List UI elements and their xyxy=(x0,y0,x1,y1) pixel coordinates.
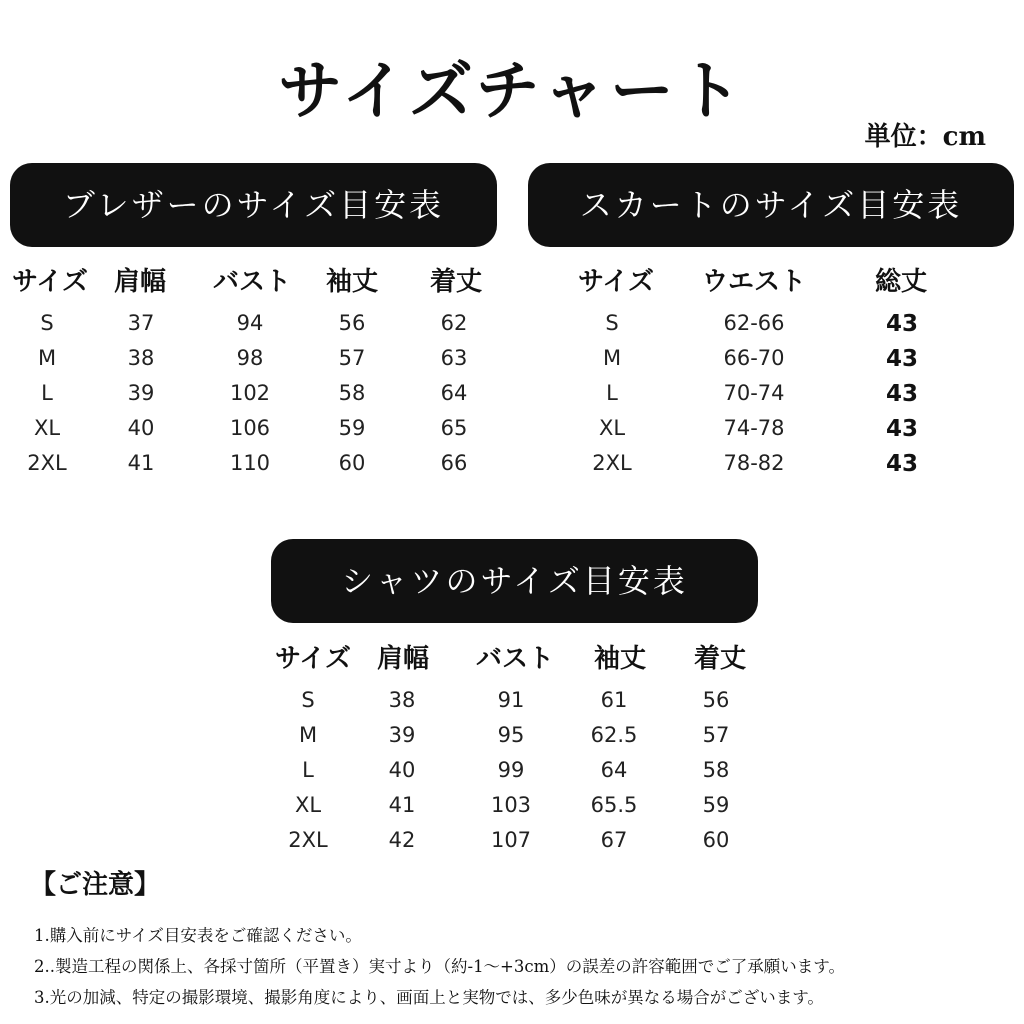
notes-title: 【ご注意】 xyxy=(30,870,161,900)
value-cell: 70-74 xyxy=(723,381,785,405)
table-header-row xyxy=(0,638,1024,682)
header-shoulder: 肩幅 xyxy=(113,267,167,297)
header-length: 着丈 xyxy=(693,644,747,674)
table-row xyxy=(0,305,1024,340)
value-cell: 59 xyxy=(338,416,366,440)
header-bust: バスト xyxy=(475,644,555,674)
header-size: サイズ xyxy=(12,267,88,297)
header-sleeve: 袖丈 xyxy=(593,644,647,674)
size-cell: XL xyxy=(598,416,626,440)
value-cell: 107 xyxy=(490,828,532,852)
value-cell: 74-78 xyxy=(723,416,785,440)
table-row xyxy=(0,340,1024,375)
value-cell: 63 xyxy=(440,346,468,370)
value-cell: 40 xyxy=(388,758,416,782)
size-cell: S xyxy=(301,688,315,712)
value-cell: 56 xyxy=(338,311,366,335)
table-row xyxy=(0,445,1024,480)
value-cell: 67 xyxy=(600,828,628,852)
header-waist: ウエスト xyxy=(701,267,807,297)
table-row xyxy=(0,752,1024,787)
table-row xyxy=(0,787,1024,822)
size-cell: M xyxy=(298,723,318,747)
header-shoulder: 肩幅 xyxy=(376,644,430,674)
skirt-banner: スカートのサイズ目安表 xyxy=(528,163,1014,247)
value-cell: 110 xyxy=(229,451,271,475)
value-cell: 65 xyxy=(440,416,468,440)
note-item: 1.購入前にサイズ目安表をご確認ください。 xyxy=(34,926,362,945)
value-cell: 61 xyxy=(600,688,628,712)
value-cell: 62 xyxy=(440,311,468,335)
shirt-banner: シャツのサイズ目安表 xyxy=(271,539,758,623)
value-cell: 60 xyxy=(338,451,366,475)
value-cell: 43 xyxy=(885,416,919,442)
note-item: 3.光の加減、特定の撮影環境、撮影角度により、画面上と実物では、多少色味が異なる場合がございます。 xyxy=(34,988,824,1007)
value-cell: 64 xyxy=(440,381,468,405)
shirt-size-table xyxy=(0,638,1024,857)
table-row xyxy=(0,682,1024,717)
note-item: 2..製造工程の関係上、各採寸箇所（平置き）実寸より（約-1～+3cm）の誤差の許容範囲でご了承願います。 xyxy=(34,957,845,976)
value-cell: 65.5 xyxy=(590,793,638,817)
table-row xyxy=(0,410,1024,445)
value-cell: 39 xyxy=(388,723,416,747)
value-cell: 102 xyxy=(229,381,271,405)
header-length: 着丈 xyxy=(429,267,483,297)
value-cell: 41 xyxy=(388,793,416,817)
value-cell: 43 xyxy=(885,381,919,407)
value-cell: 43 xyxy=(885,311,919,337)
header-bust: バスト xyxy=(212,267,292,297)
header-size: サイズ xyxy=(578,267,654,297)
value-cell: 57 xyxy=(338,346,366,370)
table-header-row xyxy=(0,261,1024,305)
size-cell: S xyxy=(605,311,619,335)
value-cell: 39 xyxy=(127,381,155,405)
value-cell: 64 xyxy=(600,758,628,782)
size-cell: L xyxy=(41,381,53,405)
value-cell: 62-66 xyxy=(723,311,785,335)
value-cell: 42 xyxy=(388,828,416,852)
size-cell: M xyxy=(37,346,57,370)
size-cell: L xyxy=(606,381,618,405)
size-cell: 2XL xyxy=(27,451,67,475)
value-cell: 62.5 xyxy=(590,723,638,747)
value-cell: 57 xyxy=(702,723,730,747)
value-cell: 38 xyxy=(388,688,416,712)
size-cell: S xyxy=(40,311,54,335)
value-cell: 103 xyxy=(490,793,532,817)
size-cell: XL xyxy=(33,416,61,440)
header-total-length: 総丈 xyxy=(874,267,928,297)
value-cell: 41 xyxy=(127,451,155,475)
size-cell: XL xyxy=(294,793,322,817)
value-cell: 66-70 xyxy=(723,346,785,370)
value-cell: 95 xyxy=(497,723,525,747)
table-row xyxy=(0,375,1024,410)
value-cell: 58 xyxy=(702,758,730,782)
value-cell: 98 xyxy=(236,346,264,370)
blazer-banner: ブレザーのサイズ目安表 xyxy=(10,163,497,247)
page-title: サイズチャート xyxy=(278,54,746,129)
unit-label: 単位：cm xyxy=(864,122,986,152)
size-cell: L xyxy=(302,758,314,782)
value-cell: 78-82 xyxy=(723,451,785,475)
value-cell: 38 xyxy=(127,346,155,370)
table-row xyxy=(0,717,1024,752)
value-cell: 60 xyxy=(702,828,730,852)
skirt-size-table xyxy=(0,261,1024,480)
header-size: サイズ xyxy=(275,644,351,674)
value-cell: 58 xyxy=(338,381,366,405)
value-cell: 59 xyxy=(702,793,730,817)
value-cell: 106 xyxy=(229,416,271,440)
header-sleeve: 袖丈 xyxy=(325,267,379,297)
table-row xyxy=(0,822,1024,857)
value-cell: 43 xyxy=(885,451,919,477)
value-cell: 43 xyxy=(885,346,919,372)
value-cell: 56 xyxy=(702,688,730,712)
value-cell: 94 xyxy=(236,311,264,335)
size-cell: 2XL xyxy=(592,451,632,475)
value-cell: 91 xyxy=(497,688,525,712)
value-cell: 66 xyxy=(440,451,468,475)
size-cell: M xyxy=(602,346,622,370)
value-cell: 37 xyxy=(127,311,155,335)
value-cell: 99 xyxy=(497,758,525,782)
size-cell: 2XL xyxy=(288,828,328,852)
value-cell: 40 xyxy=(127,416,155,440)
